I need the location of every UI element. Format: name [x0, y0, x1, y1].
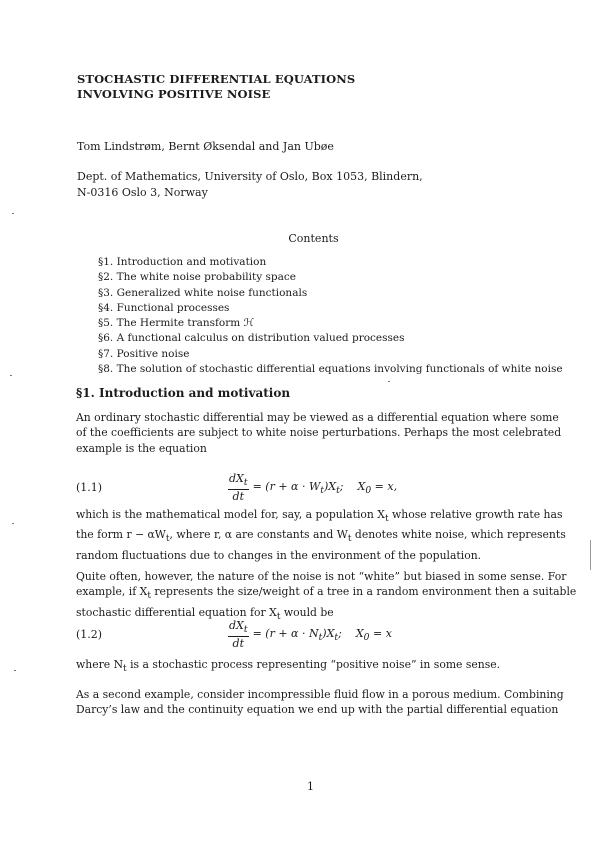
fraction-numerator: dX [229, 472, 244, 485]
paragraph-line: Darcy’s law and the continuity equation we end up with the partial differential equation [76, 703, 559, 717]
toc-item: §2. The white noise probability space [98, 271, 296, 284]
subscript: t [336, 484, 340, 496]
rhs-text: ; [339, 479, 344, 493]
affiliation-line-2: N-0316 Oslo 3, Norway [77, 186, 208, 199]
scan-edge-mark [590, 540, 591, 570]
paragraph-line: example is the equation [76, 441, 207, 455]
paragraph-line: An ordinary stochastic differential may be viewed as a differential equation where some [76, 411, 559, 424]
toc-item: §1. Introduction and motivation [98, 256, 267, 268]
paragraph-line [76, 527, 566, 547]
subscript: t [165, 534, 170, 545]
subscript: t [276, 611, 281, 622]
toc-item: §8. The solution of stochastic differential equations involving functionals of white noise [98, 363, 563, 376]
paragraph-intro [76, 410, 562, 456]
paragraph-fluid-flow [76, 687, 564, 718]
equation-number: (1.2) [76, 628, 103, 641]
subscript: 0 [363, 631, 370, 643]
scan-speck [10, 375, 12, 376]
equation-number: (1.1) [76, 481, 103, 494]
subscript: 0 [365, 484, 372, 496]
toc-item: §7. Positive noise [98, 347, 190, 360]
fraction [228, 472, 249, 503]
fraction [228, 619, 249, 650]
text: stochastic differential equation for X [76, 605, 277, 619]
paragraph-line: random fluctuations due to changes in the environment of the population. [76, 548, 482, 562]
title-line-1: STOCHASTIC DIFFERENTIAL EQUATIONS [77, 72, 356, 86]
text: represents the size/weight of a tree in a random environment then a suitable [150, 585, 577, 599]
paragraph-line: As a second example, consider incompressible fluid flow in a porous medium. Combining [76, 688, 564, 701]
fraction-denominator: dt [232, 637, 245, 651]
subscript: t [384, 514, 389, 525]
initial-condition [356, 627, 392, 643]
affiliation [77, 169, 423, 201]
equation-rhs [253, 480, 344, 496]
paragraph-line: of the coefficients are subject to white noise perturbations. Perhaps the most celebrated [76, 426, 562, 440]
paragraph-population [76, 507, 566, 563]
condition-text: X [357, 479, 366, 493]
rhs-text: )X [322, 626, 335, 640]
subscript: t [320, 484, 324, 496]
rhs-text: = (r + α · N [252, 626, 319, 640]
table-of-contents [98, 255, 563, 377]
equation-rhs [253, 627, 342, 643]
rhs-text: )X [323, 479, 337, 493]
subscript: t [243, 624, 248, 636]
paragraph-line [76, 507, 563, 527]
text: which is the mathematical model for, say, a population X [76, 508, 385, 521]
condition-text: X [355, 626, 364, 640]
fraction-denominator: dt [232, 490, 245, 504]
rhs-text: ; [338, 626, 342, 640]
paragraph-nt [76, 657, 546, 677]
fraction-numerator: dX [229, 619, 244, 632]
text: the form r − αW [76, 528, 166, 542]
text: would be [280, 605, 334, 619]
equation-1-2 [76, 619, 546, 649]
text: whose relative growth rate has [388, 508, 563, 521]
scan-speck [12, 523, 14, 524]
toc-item: §4. Functional processes [98, 301, 230, 314]
equation-1-1 [76, 472, 546, 502]
rhs-text: = (r + α · W [252, 479, 321, 493]
paragraph-line [76, 584, 577, 604]
paper-title [77, 72, 355, 102]
equation-body [228, 619, 392, 650]
text: is a stochastic process representing “positive noise” in some sense. [126, 658, 501, 671]
authors: Tom Lindstrøm, Bernt Øksendal and Jan Ubøe [77, 140, 334, 153]
paragraph-positive-noise [76, 569, 577, 625]
toc-item: §6. A functional calculus on distribution valued processes [98, 332, 405, 345]
contents-heading: Contents [288, 232, 339, 245]
initial-condition [357, 480, 397, 496]
page-number: 1 [307, 780, 314, 793]
toc-item: §5. The Hermite transform ℋ [98, 317, 254, 330]
subscript: t [243, 477, 248, 489]
affiliation-line-1: Dept. of Mathematics, University of Oslo, Box 1053, Blindern, [77, 170, 423, 183]
scan-speck [14, 670, 16, 671]
equation-body [228, 472, 397, 503]
condition-text: = x, [371, 479, 398, 493]
subscript: t [123, 664, 127, 675]
text: example, if X [76, 585, 148, 599]
text: , where r, α are constants and W [169, 528, 348, 542]
paragraph-line [76, 657, 546, 677]
section-heading: §1. Introduction and motivation [76, 386, 291, 400]
scan-speck [388, 381, 390, 382]
condition-text: = x [369, 626, 392, 640]
scan-speck [12, 213, 14, 214]
paragraph-line: Quite often, however, the nature of the noise is not “white” but biased in some sense. For [76, 570, 567, 583]
text: denotes white noise, which represents [351, 528, 566, 542]
subscript: t [318, 631, 323, 643]
toc-item: §3. Generalized white noise functionals [98, 286, 308, 299]
subscript: t [347, 534, 352, 545]
title-line-2: INVOLVING POSITIVE NOISE [77, 87, 271, 101]
text: where N [76, 658, 124, 671]
subscript: t [147, 591, 151, 602]
subscript: t [334, 631, 339, 643]
